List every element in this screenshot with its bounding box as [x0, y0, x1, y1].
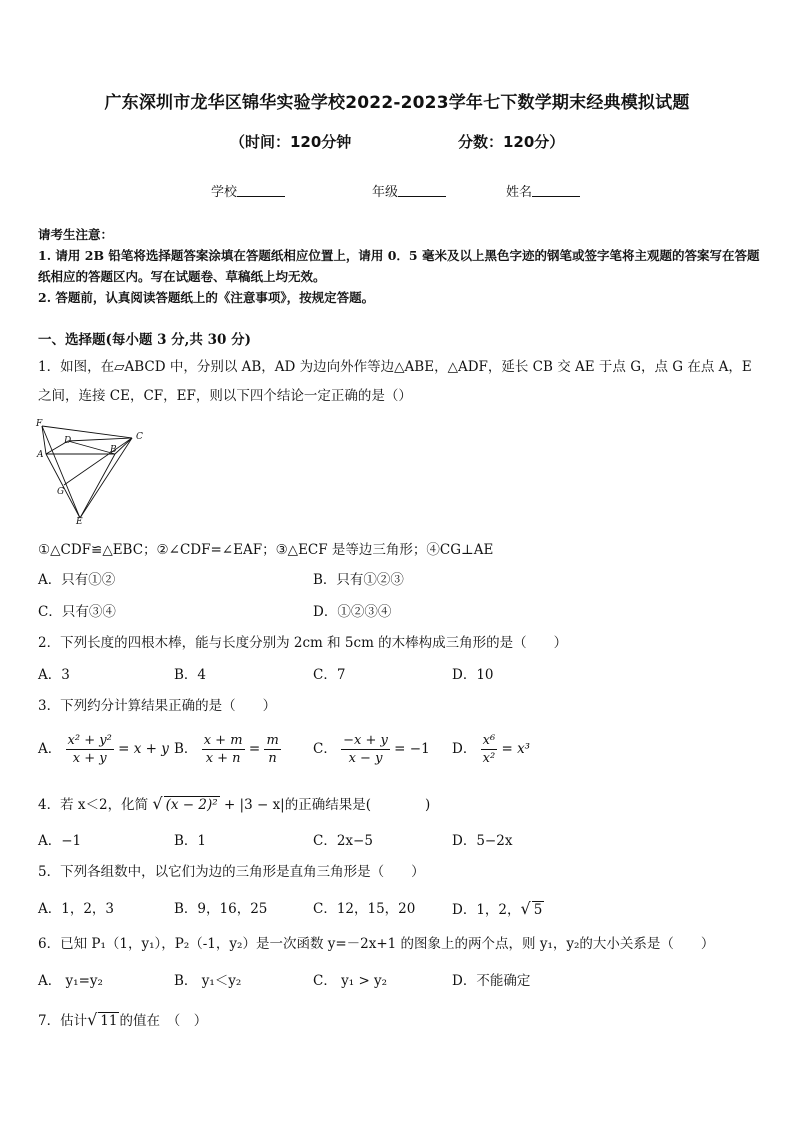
sqrt-icon: √ — [87, 1010, 98, 1029]
q2-option-d[interactable]: D．10 — [452, 667, 494, 683]
exam-title: 广东深圳市龙华区锦华实验学校2022-2023学年七下数学期末经典模拟试题 — [104, 93, 690, 113]
q5-d-text: D．1，2， — [452, 902, 521, 918]
q5-option-a[interactable]: A．1，2，3 — [38, 901, 115, 917]
q3-b-den: x + n — [205, 751, 241, 766]
q3-option-a[interactable] — [38, 732, 169, 767]
q3-c-den: x − y — [348, 751, 383, 766]
q3-option-c[interactable] — [313, 732, 430, 767]
q1-stem: 1．如图，在▱ABCD 中，分别以 AB，AD 为边向外作等边△ABE，△ADF，延长 CB 交 AE 于点 G，点 G 在点 A，E 之间，连接 CE，CF，EF，则以下四个结论一定正确的是（） — [38, 359, 752, 404]
fig-label-g: G — [57, 487, 65, 497]
school-label: 学校 — [211, 185, 238, 200]
q1-statements: ①△CDF≌△EBC；②∠CDF=∠EAF；③△ECF 是等边三角形；④CG⊥AE — [38, 542, 494, 558]
fig-label-f: F — [36, 419, 43, 429]
q4-option-a[interactable]: A．−1 — [38, 833, 82, 849]
notes-item-2: 2. 答题前，认真阅读答题纸上的《注意事项》，按规定答题。 — [38, 290, 375, 305]
q3-d-fraction — [481, 732, 498, 767]
q4-post: + |3 − x|的正确结果是( ) — [223, 797, 431, 813]
q5-option-c[interactable]: C．12，15，20 — [313, 901, 416, 917]
q5-stem: 5．下列各组数中，以它们为边的三角形是直角三角形是（ ） — [38, 864, 425, 880]
q3-b-fraction — [202, 732, 245, 767]
q3-c-rhs: = −1 — [394, 741, 430, 757]
q3-a-label: A． — [38, 741, 62, 757]
q7-radicand: 11 — [100, 1013, 118, 1029]
exam-score: 分数：120分） — [458, 133, 565, 151]
q5-option-b[interactable]: B．9，16，25 — [174, 901, 268, 917]
section-1-title: 一、选择题(每小题 3 分,共 30 分) — [38, 332, 251, 348]
notes-item-1: 1. 请用 2B 铅笔将选择题答案涂填在答题纸相应位置上，请用 0．5 毫米及以上黑色字迹的钢笔或签字笔将主观题的答案写在答题纸相应的答题区内。写在试题卷、草稿纸上均无效。 — [38, 248, 760, 284]
q6-option-d[interactable]: D．不能确定 — [452, 973, 531, 989]
fig-label-a: A — [37, 450, 44, 460]
q4-pre: 4．若 x＜2，化简 — [38, 797, 149, 813]
q3-c-num: −x + y — [343, 733, 388, 748]
q5-d-radicand: 5 — [533, 902, 543, 918]
q3-a-rhs: = x + y — [118, 741, 169, 757]
q3-stem: 3．下列约分计算结果正确的是（ ） — [38, 698, 277, 714]
q7-stem — [38, 1010, 760, 1031]
q3-d-den: x² — [482, 751, 496, 766]
q3-b-eq: = — [248, 741, 261, 757]
q1-option-b[interactable]: B．只有①②③ — [313, 572, 404, 588]
school-field — [211, 181, 285, 200]
q4-option-c[interactable]: C．2x−5 — [313, 833, 373, 849]
school-blank — [237, 184, 285, 197]
name-label: 姓名 — [506, 185, 533, 200]
grade-field — [372, 181, 446, 200]
name-field — [506, 181, 580, 200]
q5-option-d[interactable] — [452, 899, 544, 920]
q6-option-a[interactable]: A． y₁=y₂ — [38, 973, 103, 989]
q3-a-den: x + y — [72, 751, 107, 766]
fig-label-c: C — [136, 432, 143, 442]
exam-time: （时间：120分钟 — [230, 133, 352, 151]
q4-option-b[interactable]: B．1 — [174, 833, 207, 849]
q4-option-d[interactable]: D．5−2x — [452, 833, 513, 849]
q4-stem — [38, 794, 760, 815]
q2-option-c[interactable]: C．7 — [313, 667, 346, 683]
fig-label-d: D — [64, 436, 72, 446]
fig-label-b: B — [110, 445, 117, 455]
q3-option-d[interactable] — [452, 732, 530, 767]
grade-blank — [398, 184, 446, 197]
sqrt-icon: √ — [520, 899, 531, 918]
q3-b-rnum: m — [266, 733, 279, 748]
q6-stem: 6．已知 P₁（1，y₁），P₂（-1，y₂）是一次函数 y=－2x+1 的图象上的两个点，则 y₁，y₂的大小关系是（ ） — [38, 936, 715, 952]
name-blank — [532, 184, 580, 197]
q1-option-c[interactable]: C．只有③④ — [38, 604, 116, 620]
exam-notes — [38, 224, 760, 308]
sqrt-icon: √ — [152, 794, 163, 813]
q1-geometry-figure — [32, 414, 162, 526]
q1-option-a[interactable]: A．只有①② — [38, 572, 116, 588]
q3-d-rhs: = x³ — [501, 741, 531, 757]
q2-option-a[interactable]: A．3 — [38, 667, 70, 683]
q4-radicand: (x − 2)² — [165, 797, 218, 813]
q3-c-label: C． — [313, 741, 337, 757]
q3-b-num: x + m — [203, 733, 243, 748]
q3-d-num: x⁶ — [482, 733, 496, 748]
q7-pre: 7．估计 — [38, 1013, 88, 1029]
q3-d-label: D． — [452, 741, 477, 757]
q3-b-rden: n — [268, 751, 277, 766]
q6-option-c[interactable]: C． y₁ > y₂ — [313, 973, 388, 989]
q3-a-fraction — [66, 732, 114, 767]
q2-option-b[interactable]: B．4 — [174, 667, 207, 683]
q7-post: 的值在 （ ） — [119, 1013, 208, 1029]
q2-stem: 2．下列长度的四根木棒，能与长度分别为 2cm 和 5cm 的木棒构成三角形的是（ ） — [38, 635, 568, 651]
grade-label: 年级 — [372, 185, 399, 200]
q3-a-num: x² + y² — [67, 733, 112, 748]
q3-b-rfraction — [264, 732, 280, 767]
q3-c-fraction — [341, 732, 390, 767]
q1-option-d[interactable]: D．①②③④ — [313, 604, 392, 620]
q6-option-b[interactable]: B． y₁＜y₂ — [174, 973, 242, 989]
q3-option-b[interactable] — [174, 732, 281, 767]
fig-label-e: E — [76, 517, 83, 526]
q3-b-label: B． — [174, 741, 198, 757]
notes-heading: 请考生注意： — [38, 227, 114, 242]
